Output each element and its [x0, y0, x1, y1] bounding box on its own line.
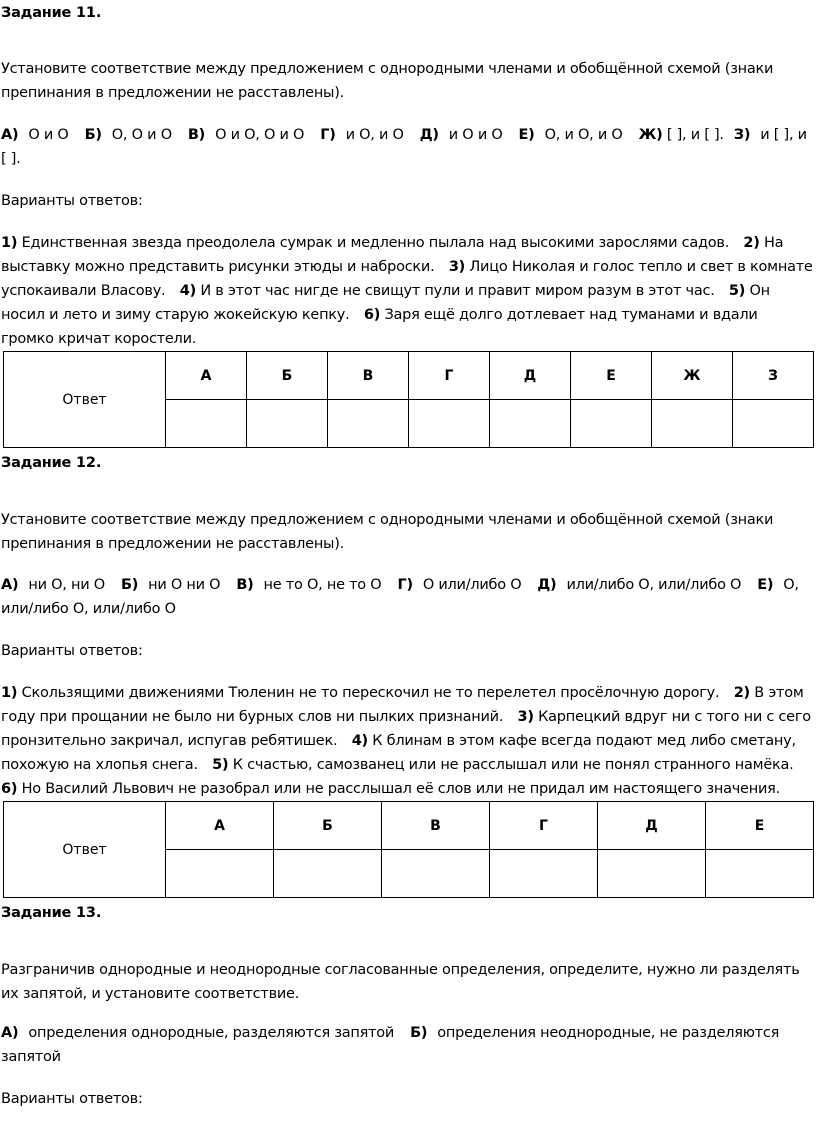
variant-number: 1): [1, 235, 18, 251]
task-13-instruction: Разграничив однородные и неоднородные согласованные определения, определите, нужно ли разделять их запятой, и установите соответствие.: [1, 962, 800, 1002]
variant-text: Но Василий Львович не разобрал или не расслышал её слов или не придал им настоящего значения.: [21, 781, 780, 797]
task-13-options: [1, 1021, 813, 1069]
answer-cell[interactable]: [247, 400, 328, 448]
answer-cell[interactable]: [652, 400, 733, 448]
scheme-letter: А): [1, 577, 19, 593]
scheme-text: О или/либо О: [422, 577, 522, 593]
task-12-title: Задание 12.: [1, 455, 102, 471]
answer-column-header: Г: [409, 352, 490, 400]
answer-cell[interactable]: [409, 400, 490, 448]
scheme-text: не то О, не то О: [263, 577, 382, 593]
answer-cell[interactable]: [490, 400, 571, 448]
variant-text: В этом году при прощании не было ни бурных слов ни пылких признаний.: [1, 685, 804, 725]
variant-text: Единственная звезда преодолела сумрак и медленно пылала над высокими зарослями садов.: [21, 235, 730, 251]
answer-column-header: Б: [274, 802, 382, 850]
scheme-text: О, О и О: [111, 127, 172, 143]
scheme-letter: Б): [120, 577, 139, 593]
scheme-letter: Г): [320, 127, 336, 143]
variant-text: И в этот час нигде не свищут пули и правит миром разум в этот час.: [200, 283, 715, 299]
variant-number: 6): [1, 781, 18, 797]
variant-text: Он носил и лето и зиму старую жокейскую кепку.: [1, 283, 770, 323]
task-13-title: Задание 13.: [1, 905, 102, 921]
scheme-letter: Е): [518, 127, 535, 143]
scheme-text: О, или/либо О, или/либо О: [1, 577, 799, 617]
variant-text: К блинам в этом кафе всегда подают мед либо сметану, похожую на хлопья снега.: [1, 733, 796, 773]
answer-label: Ответ: [4, 802, 166, 898]
answer-cell[interactable]: [382, 850, 490, 898]
variant-number: 3): [517, 709, 534, 725]
answer-column-header: А: [166, 802, 274, 850]
scheme-letter: З): [733, 127, 751, 143]
variant-text: К счастью, самозванец или не расслышал или не понял странного намёка.: [232, 757, 794, 773]
task-12-schemes: [1, 573, 813, 621]
answer-column-header: В: [382, 802, 490, 850]
scheme-letter: Д): [419, 127, 439, 143]
scheme-text: [ ], и [ ].: [666, 127, 724, 143]
answer-cell[interactable]: [274, 850, 382, 898]
answer-column-header: Д: [598, 802, 706, 850]
scheme-letter: В): [187, 127, 206, 143]
variant-text: Скользящими движениями Тюленин не то перескочил не то перелетел просёлочную дорогу.: [21, 685, 720, 701]
task-12-variants-label: Варианты ответов:: [1, 643, 143, 659]
task-13-variants-label: Варианты ответов:: [1, 1091, 143, 1107]
answer-cell[interactable]: [706, 850, 814, 898]
answer-column-header: В: [328, 352, 409, 400]
task-12-answer-table: [3, 801, 814, 898]
variant-number: 6): [363, 307, 381, 323]
variant-text: Карпецкий вдруг ни с того ни с сего пронзительно закричал, испугав ребятишек.: [1, 709, 811, 749]
answer-cell[interactable]: [598, 850, 706, 898]
answer-label: Ответ: [4, 352, 166, 448]
scheme-letter: В): [236, 577, 254, 593]
scheme-letter: Б): [84, 127, 102, 143]
answer-column-header: Е: [571, 352, 652, 400]
task-11-title: Задание 11.: [1, 5, 102, 21]
task-12-instruction: Установите соответствие между предложением с однородными членами и обобщённой схемой (знаки препинания в предложении не расставлены).: [1, 512, 774, 552]
scheme-letter: Д): [537, 577, 557, 593]
scheme-text: или/либо О, или/либо О: [566, 577, 742, 593]
task-11-answer-table: [3, 351, 814, 448]
option-text: определения неоднородные, не разделяются запятой: [1, 1025, 780, 1065]
answer-column-header: Г: [490, 802, 598, 850]
scheme-letter: Г): [397, 577, 413, 593]
task-11-schemes: [1, 123, 813, 171]
answer-column-header: З: [733, 352, 814, 400]
answer-column-header: Б: [247, 352, 328, 400]
scheme-text: ни О, ни О: [28, 577, 105, 593]
variant-number: 1): [1, 685, 18, 701]
answer-column-header: Ж: [652, 352, 733, 400]
answer-column-header: Е: [706, 802, 814, 850]
task-12-variants: [1, 681, 813, 801]
variant-number: 4): [179, 283, 196, 299]
scheme-text: и [ ], и [ ].: [1, 127, 807, 167]
scheme-letter: А): [1, 127, 19, 143]
scheme-text: О и О: [28, 127, 69, 143]
answer-cell[interactable]: [328, 400, 409, 448]
variant-number: 2): [733, 685, 750, 701]
variant-number: 5): [212, 757, 229, 773]
variant-text: На выставку можно представить рисунки этюды и наброски.: [1, 235, 784, 275]
answer-column-header: Д: [490, 352, 571, 400]
variant-number: 2): [743, 235, 760, 251]
task-11-variants: [1, 231, 813, 351]
scheme-letter: Е): [757, 577, 774, 593]
scheme-letter: Ж): [638, 127, 663, 143]
option-letter: Б): [410, 1025, 428, 1041]
scheme-text: и О и О: [448, 127, 503, 143]
scheme-text: О и О, О и О: [215, 127, 305, 143]
answer-cell[interactable]: [166, 400, 247, 448]
variant-text: Заря ещё долго дотлевает над туманами и вдали громко кричат коростели.: [1, 307, 758, 347]
task-11-variants-label: Варианты ответов:: [1, 193, 143, 209]
variant-text: Лицо Николая и голос тепло и свет в комнате успокаивали Власову.: [1, 259, 813, 299]
answer-cell[interactable]: [571, 400, 652, 448]
answer-column-header: А: [166, 352, 247, 400]
variant-number: 4): [351, 733, 368, 749]
answer-cell[interactable]: [166, 850, 274, 898]
scheme-text: О, и О, и О: [544, 127, 623, 143]
scheme-text: ни О ни О: [148, 577, 221, 593]
answer-cell[interactable]: [490, 850, 598, 898]
answer-cell[interactable]: [733, 400, 814, 448]
task-11-instruction: Установите соответствие между предложением с однородными членами и обобщённой схемой (знаки препинания в предложении не расставлены).: [1, 61, 774, 101]
variant-number: 5): [728, 283, 746, 299]
scheme-text: и О, и О: [345, 127, 404, 143]
option-text: определения однородные, разделяются запятой: [28, 1025, 395, 1041]
option-letter: А): [1, 1025, 19, 1041]
variant-number: 3): [448, 259, 466, 275]
